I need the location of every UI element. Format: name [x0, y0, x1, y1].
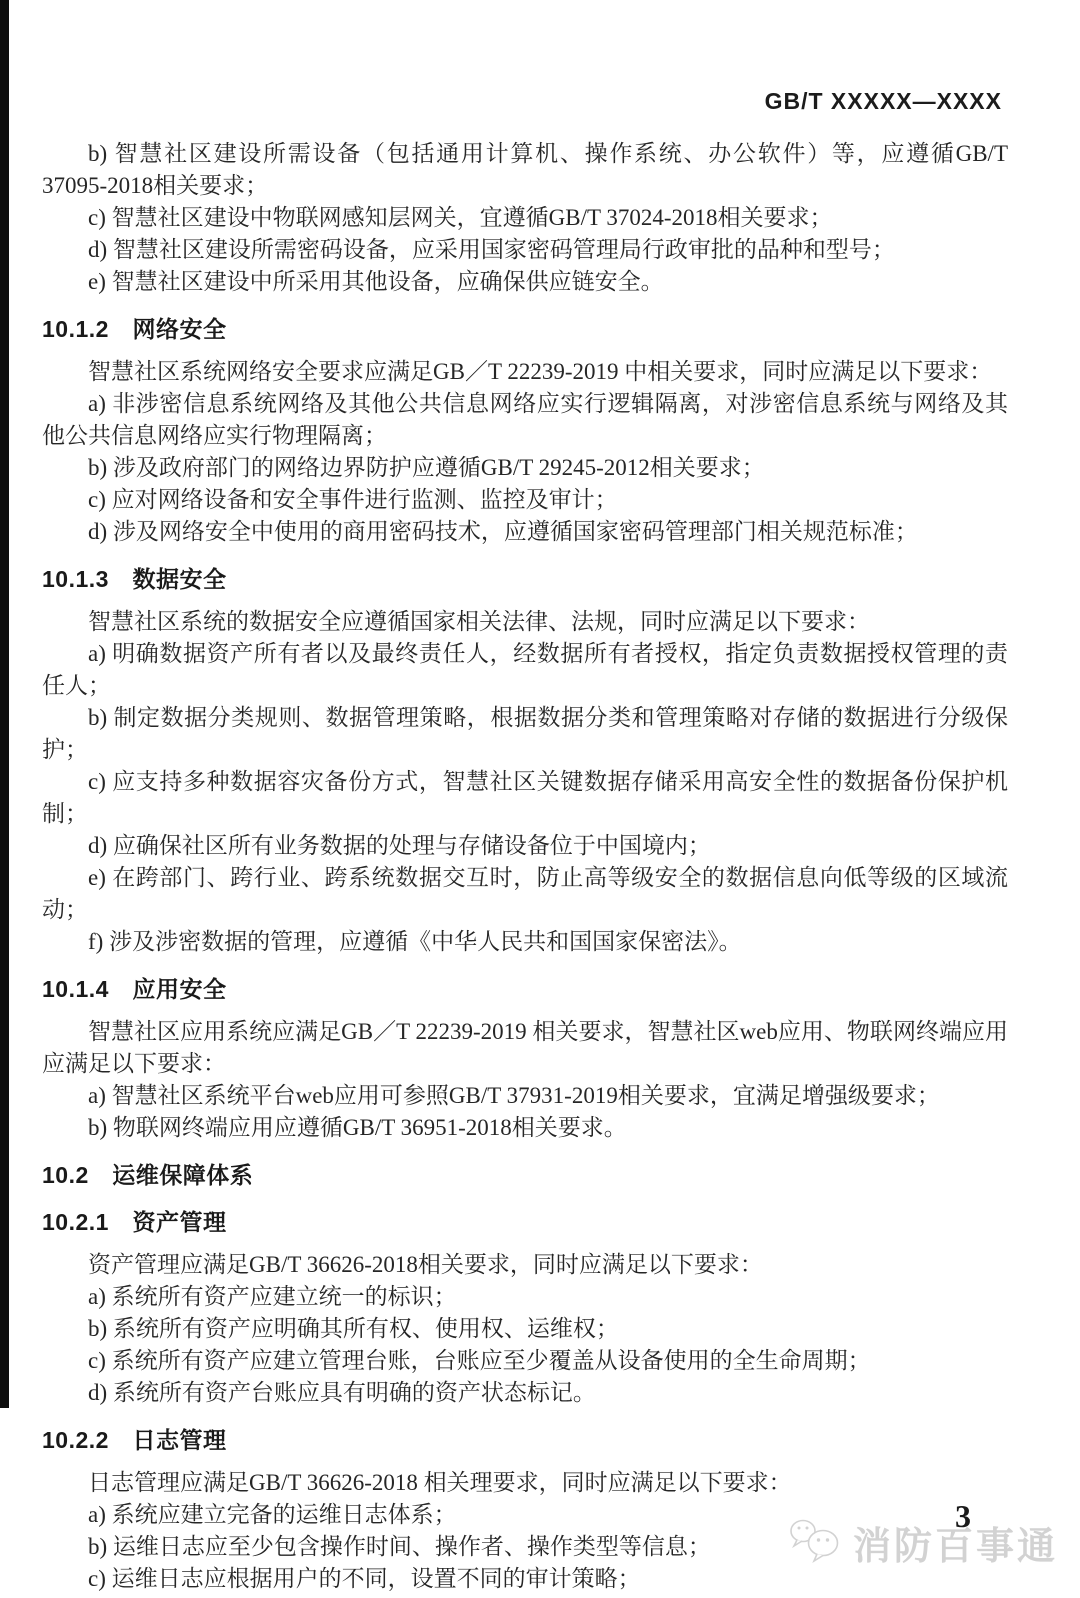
section-heading-10-1-2: 10.1.2 网络安全: [42, 316, 227, 342]
list-item: b) 物联网终端应用应遵循GB/T 36951-2018相关要求。: [88, 1115, 627, 1140]
paragraph: 资产管理应满足GB/T 36626-2018相关要求，同时应满足以下要求：: [88, 1252, 763, 1277]
paragraph: 智慧社区系统的数据安全应遵循国家相关法律、法规，同时应满足以下要求：: [88, 609, 870, 634]
list-item: b) 涉及政府部门的网络边界防护应遵循GB/T 29245-2012相关要求；: [88, 455, 765, 480]
wechat-bubbles-icon: [787, 1515, 845, 1570]
section-heading-10-1-3: 10.1.3 数据安全: [42, 566, 227, 592]
list-item: e) 智慧社区建设中所采用其他设备，应确保供应链安全。: [88, 269, 664, 294]
page-number: 3: [955, 1498, 971, 1534]
list-item: b) 制定数据分类规则、数据管理策略，根据数据分类和管理策略对存储的数据进行分级保护；: [42, 705, 1008, 762]
list-item: c) 智慧社区建设中物联网感知层网关，宜遵循GB/T 37024-2018相关要求；: [88, 205, 833, 230]
section-heading-10-2-2: 10.2.2 日志管理: [42, 1427, 227, 1453]
document-body: [42, 138, 1008, 1595]
list-item: b) 智慧社区建设所需设备（包括通用计算机、操作系统、办公软件）等，应遵循GB/T 37095-2018相关要求；: [42, 141, 1008, 198]
list-item: a) 非涉密信息系统网络及其他公共信息网络应实行逻辑隔离，对涉密信息系统与网络及其他公共信息网络应实行物理隔离；: [42, 391, 1008, 448]
list-item: c) 应对网络设备和安全事件进行监测、监控及审计；: [88, 487, 618, 512]
standard-number-header: GB/T XXXXX—XXXX: [764, 88, 1002, 114]
list-item: a) 系统应建立完备的运维日志体系；: [88, 1502, 457, 1527]
list-item: d) 系统所有资产台账应具有明确的资产状态标记。: [88, 1380, 596, 1405]
paragraph: 智慧社区应用系统应满足GB／T 22239-2019 相关要求，智慧社区web应用、物联网终端应用应满足以下要求：: [42, 1019, 1008, 1076]
list-item: c) 系统所有资产应建立管理台账，台账应至少覆盖从设备使用的全生命周期；: [88, 1348, 871, 1373]
watermark: [787, 1515, 1058, 1570]
paragraph: 日志管理应满足GB/T 36626-2018 相关理要求，同时应满足以下要求：: [88, 1470, 792, 1495]
list-item: d) 涉及网络安全中使用的商用密码技术，应遵循国家密码管理部门相关规范标准；: [88, 519, 918, 544]
list-item: d) 智慧社区建设所需密码设备，应采用国家密码管理局行政审批的品种和型号；: [88, 237, 895, 262]
list-item: c) 应支持多种数据容灾备份方式，智慧社区关键数据存储采用高安全性的数据备份保护机制；: [42, 769, 1008, 826]
list-item: b) 运维日志应至少包含操作时间、操作者、操作类型等信息；: [88, 1534, 711, 1559]
list-item: d) 应确保社区所有业务数据的处理与存储设备位于中国境内；: [88, 833, 711, 858]
section-heading-10-2-1: 10.2.1 资产管理: [42, 1209, 227, 1235]
paragraph: 智慧社区系统网络安全要求应满足GB／T 22239-2019 中相关要求，同时应满足以下要求：: [88, 359, 993, 384]
list-item: a) 明确数据资产所有者以及最终责任人，经数据所有者授权，指定负责数据授权管理的责任人；: [42, 641, 1008, 698]
list-item: a) 系统所有资产应建立统一的标识；: [88, 1284, 457, 1309]
list-item: a) 智慧社区系统平台web应用可参照GB/T 37931-2019相关要求，宜满足增强级要求；: [88, 1083, 940, 1108]
section-heading-10-1-4: 10.1.4 应用安全: [42, 976, 227, 1002]
list-item: c) 运维日志应根据用户的不同，设置不同的审计策略；: [88, 1566, 641, 1591]
watermark-label: 消防百事通: [852, 1526, 1058, 1568]
list-item: b) 系统所有资产应明确其所有权、使用权、运维权；: [88, 1316, 619, 1341]
scan-edge-artifact: [0, 0, 9, 1408]
section-heading-10-2: 10.2 运维保障体系: [42, 1162, 254, 1188]
list-item: f) 涉及涉密数据的管理，应遵循《中华人民共和国国家保密法》。: [88, 929, 742, 954]
list-item: e) 在跨部门、跨行业、跨系统数据交互时，防止高等级安全的数据信息向低等级的区域流动；: [42, 865, 1008, 922]
